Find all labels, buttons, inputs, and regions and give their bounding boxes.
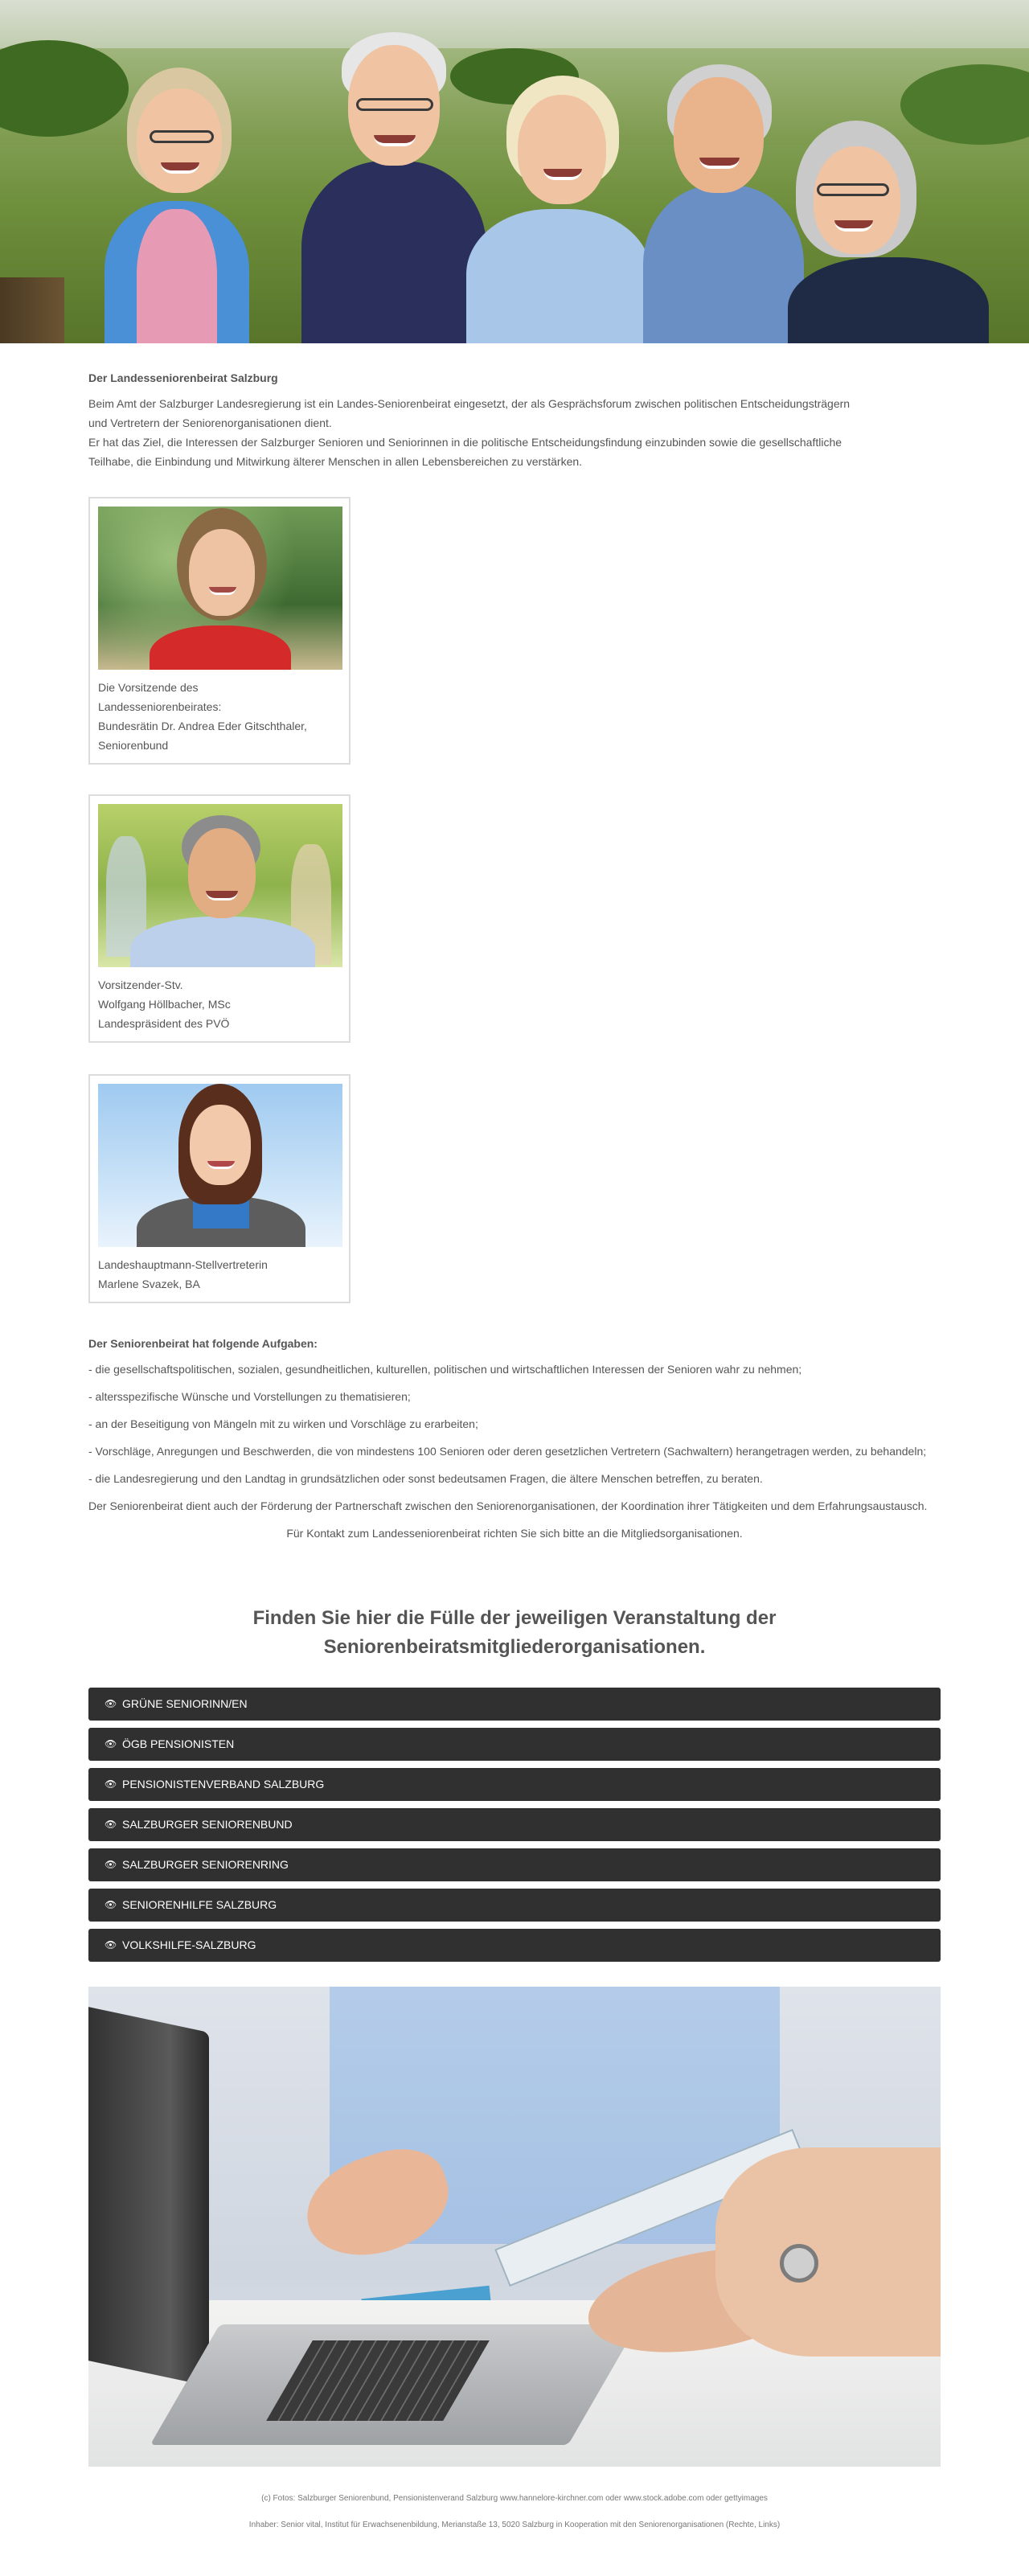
- eye-icon: 👁: [105, 1899, 117, 1910]
- eye-icon: 👁: [105, 1778, 117, 1790]
- tasks-section: [88, 1334, 941, 1551]
- task-item: - altersspezifische Wünsche und Vorstellungen zu thematisieren;: [88, 1390, 411, 1403]
- accordion-label: ÖGB PENSIONISTEN: [122, 1737, 235, 1750]
- eye-icon: 👁: [105, 1939, 117, 1950]
- tasks-closing: Der Seniorenbeirat dient auch der Förderung der Partnerschaft zwischen den Seniorenorganisationen, der Koordination ihrer Tätigkeiten und dem Erfahrungsaustausch.: [88, 1499, 928, 1512]
- hero-image: [0, 0, 1029, 343]
- accordion-item-gruene[interactable]: [88, 1688, 941, 1721]
- member-caption: [98, 678, 341, 755]
- consultation-photo: [88, 1987, 941, 2467]
- caption-line: Landesseniorenbeirates:: [98, 700, 222, 713]
- caption-line: Seniorenbund: [98, 739, 169, 752]
- hero-fence-post: [0, 277, 64, 343]
- accordion-label: SALZBURGER SENIORENRING: [122, 1858, 289, 1871]
- task-item: - Vorschläge, Anregungen und Beschwerden, die von mindestens 100 Senioren oder deren gesetzlichen Vertretern (Sachwaltern) herangetragen werden, zu behandeln;: [88, 1445, 927, 1458]
- accordion-label: SENIORENHILFE SALZBURG: [122, 1898, 277, 1911]
- caption-line: Landeshauptmann-Stellvertreterin: [98, 1258, 268, 1271]
- eye-icon: 👁: [105, 1819, 117, 1830]
- member-card: [88, 497, 351, 765]
- member-caption: [98, 975, 341, 1033]
- accordion-item-seniorenbund[interactable]: [88, 1808, 941, 1841]
- accordion-item-oegb[interactable]: [88, 1728, 941, 1761]
- section-heading-line: Finden Sie hier die Fülle der jeweiligen Veranstaltung der: [252, 1607, 777, 1629]
- accordion-item-seniorenring[interactable]: [88, 1848, 941, 1881]
- accordion-item-seniorenhilfe[interactable]: [88, 1889, 941, 1922]
- accordion-item-pensionistenverband[interactable]: [88, 1768, 941, 1801]
- caption-line: Wolfgang Höllbacher, MSc: [98, 998, 231, 1011]
- intro-line: Beim Amt der Salzburger Landesregierung ist ein Landes-Seniorenbeirat eingesetzt, der als Gesprächsforum zwischen politischen Entscheidungsträgern: [88, 397, 851, 410]
- caption-line: Marlene Svazek, BA: [98, 1278, 200, 1290]
- task-item: - an der Beseitigung von Mängeln mit zu wirken und Vorschläge zu erarbeiten;: [88, 1417, 478, 1430]
- footer-credits: (c) Fotos: Salzburger Seniorenbund, Pensionistenverand Salzburg www.hannelore-kirchner.com oder www.stock.adobe.com oder gettyimages: [261, 2494, 768, 2503]
- caption-line: Landespräsident des PVÖ: [98, 1017, 230, 1030]
- member-photo: [98, 1084, 342, 1247]
- accordion-item-volkshilfe[interactable]: [88, 1929, 941, 1962]
- intro-line: Er hat das Ziel, die Interessen der Salzburger Senioren und Seniorinnen in die politische Entscheidungsfindung einzubinden sowie die gesellschaftliche: [88, 436, 842, 449]
- member-card: [88, 794, 351, 1043]
- tasks-contact: Für Kontakt zum Landesseniorenbeirat richten Sie sich bitte an die Mitgliedsorganisationen.: [286, 1527, 743, 1540]
- footer-owner: Inhaber: Senior vital, Institut für Erwachsenenbildung, Merianstaße 13, 5020 Salzburg in Kooperation mit den Seniorenorganisationen (Rechte, Links): [248, 2521, 781, 2529]
- intro-text: [88, 394, 941, 471]
- intro-line: Teilhabe, die Einbindung und Mitwirkung älterer Menschen in allen Lebensbereichen zu verstärken.: [88, 455, 583, 468]
- task-item: - die Landesregierung und den Landtag in grundsätzlichen oder sonst bedeutsamen Fragen, die ältere Menschen betreffen, zu beraten.: [88, 1472, 763, 1485]
- section-heading-line: Seniorenbeiratsmitgliederorganisationen.: [323, 1636, 706, 1658]
- intro-title: Der Landesseniorenbeirat Salzburg: [88, 371, 278, 384]
- tasks-heading: Der Seniorenbeirat hat folgende Aufgaben:: [88, 1337, 318, 1350]
- accordion-label: GRÜNE SENIORINN/EN: [122, 1697, 248, 1710]
- member-card: [88, 1074, 351, 1303]
- eye-icon: 👁: [105, 1738, 117, 1749]
- member-photo: [98, 804, 342, 967]
- member-caption: [98, 1255, 341, 1294]
- eye-icon: 👁: [105, 1859, 117, 1870]
- member-photo: [98, 507, 342, 670]
- accordion-label: SALZBURGER SENIORENBUND: [122, 1818, 293, 1831]
- caption-line: Bundesrätin Dr. Andrea Eder Gitschthaler,: [98, 720, 307, 732]
- accordion-label: VOLKSHILFE-SALZBURG: [122, 1938, 256, 1951]
- eye-icon: 👁: [105, 1698, 117, 1709]
- caption-line: Vorsitzender-Stv.: [98, 978, 183, 991]
- section-heading: [88, 1604, 941, 1662]
- intro-line: und Vertretern der Seniorenorganisationen dient.: [88, 416, 332, 429]
- caption-line: Die Vorsitzende des: [98, 681, 199, 694]
- accordion-label: PENSIONISTENVERBAND SALZBURG: [122, 1778, 325, 1790]
- task-item: - die gesellschaftspolitischen, sozialen, gesundheitlichen, kulturellen, politischen und wirtschaftlichen Interessen der Senioren wahr zu nehmen;: [88, 1363, 802, 1376]
